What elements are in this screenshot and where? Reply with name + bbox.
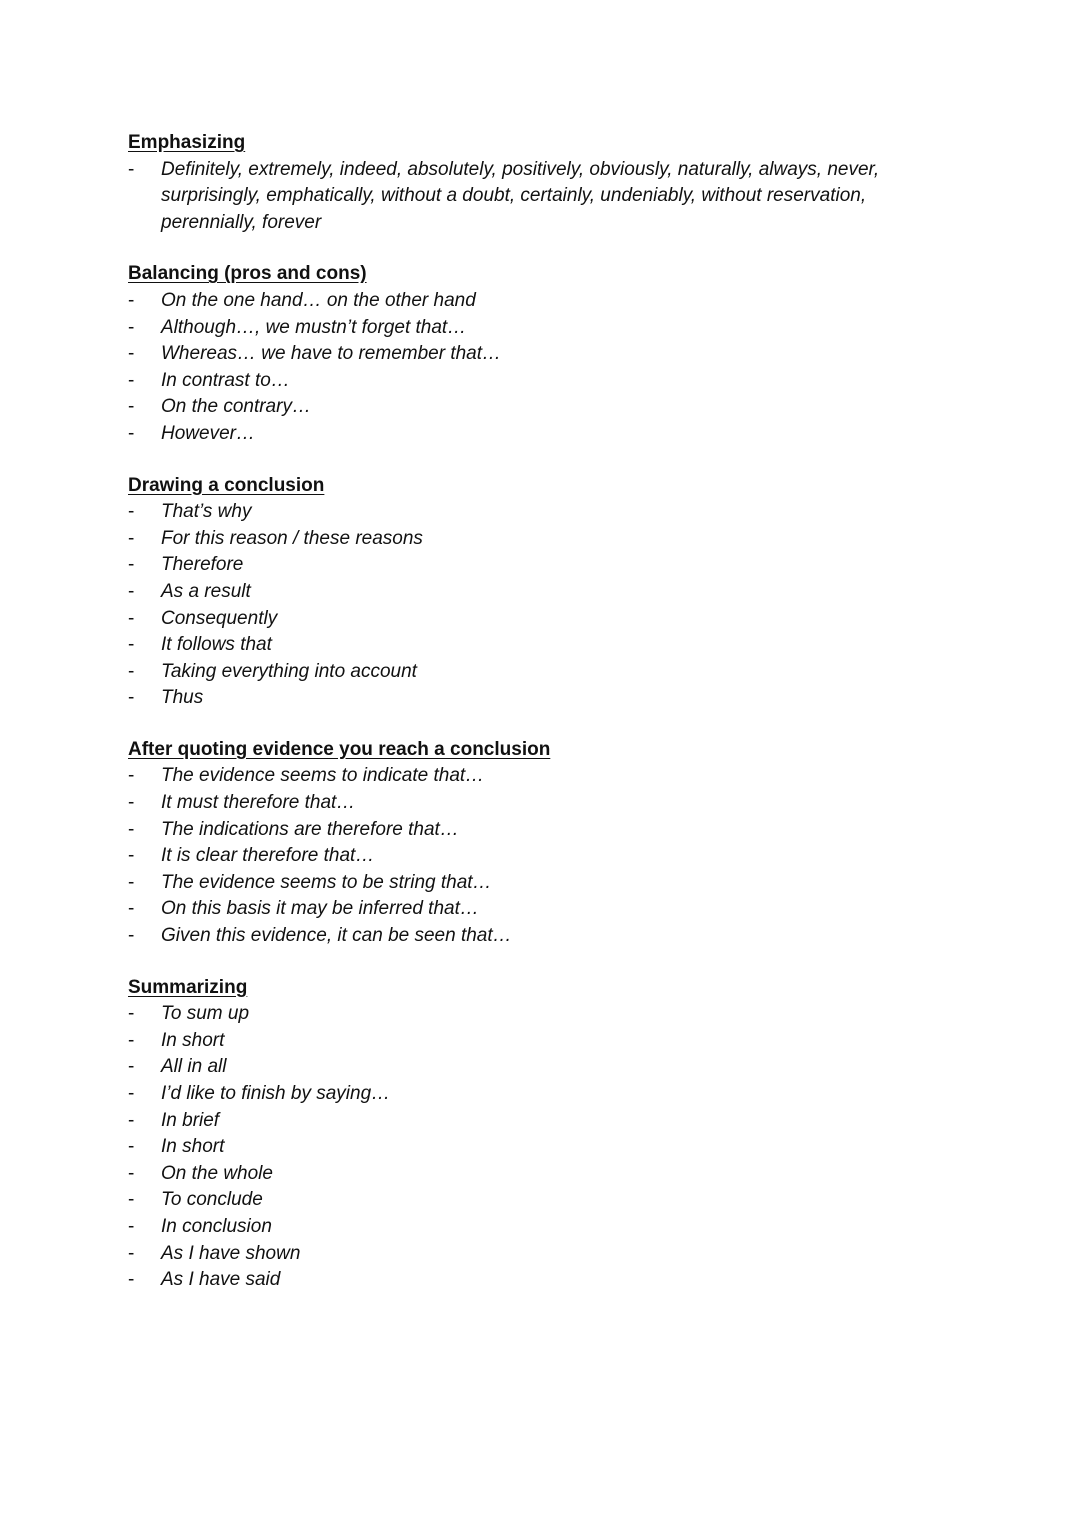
list-item [128,790,948,817]
bullet-dash: - [128,660,135,682]
section-heading: Balancing (pros and cons) [128,263,367,285]
list-item-text: In brief [161,1109,220,1131]
list-item [128,552,948,579]
bullet-dash: - [128,343,135,365]
bullet-dash: - [128,871,135,893]
phrase-list [128,288,948,448]
bullet-dash: - [128,1109,135,1131]
list-item [128,870,948,897]
bullet-dash: - [128,369,135,391]
list-item-text: Taking everything into account [161,660,417,682]
bullet-dash: - [128,396,135,418]
list-item [128,632,948,659]
bullet-dash: - [128,1083,135,1104]
section-drawing-conclusion [128,473,948,712]
list-item-text: To sum up [161,1003,250,1025]
list-item [128,817,948,844]
list-item [128,659,948,686]
list-item-text: In short [161,1136,225,1158]
list-item [128,1028,948,1055]
list-item [128,394,948,421]
list-item-text: In contrast to… [161,369,290,391]
list-item-text: Consequently [161,607,278,629]
list-item [128,421,948,448]
bullet-dash: - [128,634,135,656]
list-item-text: On this basis it may be inferred that… [161,898,479,920]
section-emphasizing [128,130,948,236]
list-item-text: Therefore [161,554,244,576]
bullet-dash: - [128,501,135,523]
list-item [128,1134,948,1161]
list-item [128,1054,948,1081]
phrase-list [128,157,948,237]
list-item [128,1001,948,1028]
bullet-dash: - [128,925,135,947]
list-item-text: For this reason / these reasons [161,527,423,549]
list-item-text: As a result [161,580,251,602]
list-item [128,157,951,237]
bullet-dash: - [128,1029,135,1051]
list-item [128,368,948,395]
bullet-dash: - [128,580,135,602]
list-item-text: In conclusion [161,1215,272,1237]
bullet-dash: - [128,765,135,787]
section-summarizing [128,975,948,1294]
list-item [128,288,948,315]
section-heading: Summarizing [128,976,248,998]
list-item-text: To conclude [161,1189,263,1211]
list-item [128,1241,948,1268]
list-item-text: Although…, we mustn’t forget that… [161,316,467,338]
list-item [128,1267,948,1294]
section-after-quoting-evidence [128,737,948,950]
list-item-text: However… [161,422,255,444]
list-item [128,1108,948,1135]
list-item [128,499,948,526]
bullet-dash: - [128,607,135,629]
bullet-dash: - [128,1162,135,1184]
phrase-list [128,1001,948,1294]
list-item-text: On the whole [161,1162,273,1184]
bullet-dash: - [128,527,135,549]
phrase-list [128,499,948,712]
list-item-text: On the contrary… [161,396,311,418]
list-item-text: The evidence seems to be string that… [161,871,492,893]
bullet-dash: - [128,792,135,814]
bullet-dash: - [128,554,135,576]
list-item-text: That’s why [161,501,252,523]
list-item [128,606,948,633]
list-item-text: Whereas… we have to remember that… [161,343,502,365]
phrase-list [128,763,948,949]
list-item-text: I’d like to finish by saying… [161,1083,391,1104]
bullet-dash: - [128,1215,135,1237]
bullet-dash: - [128,1136,135,1158]
list-item [128,763,948,790]
list-item-text: Definitely, extremely, indeed, absolutely, positively, obviously, naturally, always, never, surprisingly, emphatically, without a doubt, certainly, undeniably, without reservation, perennially, forever [161,158,880,233]
bullet-dash: - [128,1189,135,1211]
bullet-dash: - [128,845,135,867]
bullet-dash: - [128,818,135,840]
list-item-text: The evidence seems to indicate that… [161,765,485,787]
list-item-text: It follows that [161,634,272,656]
list-item-text: Thus [161,687,204,709]
list-item [128,923,948,950]
bullet-dash: - [128,1242,135,1264]
list-item [128,526,948,553]
list-item-text: It must therefore that… [161,792,356,814]
section-heading: Emphasizing [128,132,246,153]
bullet-dash: - [128,158,135,180]
list-item [128,579,948,606]
bullet-dash: - [128,289,135,311]
list-item [128,341,948,368]
bullet-dash: - [128,898,135,920]
section-heading: After quoting evidence you reach a conclusion [128,738,551,760]
list-item [128,896,948,923]
list-item [128,1187,948,1214]
bullet-dash: - [128,316,135,338]
list-item-text: It is clear therefore that… [161,845,375,867]
bullet-dash: - [128,687,135,709]
list-item [128,1081,948,1108]
list-item-text: As I have said [161,1269,281,1291]
section-balancing [128,261,948,447]
list-item [128,1161,948,1188]
bullet-dash: - [128,1003,135,1025]
list-item-text: The indications are therefore that… [161,818,459,840]
list-item [128,315,948,342]
list-item-text: As I have shown [161,1242,301,1264]
list-item [128,1214,948,1241]
section-heading: Drawing a conclusion [128,474,325,496]
list-item [128,843,948,870]
list-item-text: On the one hand… on the other hand [161,289,476,311]
list-item [128,685,948,712]
bullet-dash: - [128,422,135,444]
list-item-text: Given this evidence, it can be seen that… [161,925,512,947]
list-item-text: In short [161,1029,225,1051]
bullet-dash: - [128,1269,135,1291]
bullet-dash: - [128,1056,135,1078]
document-page [128,130,948,1319]
list-item-text: All in all [161,1056,227,1078]
